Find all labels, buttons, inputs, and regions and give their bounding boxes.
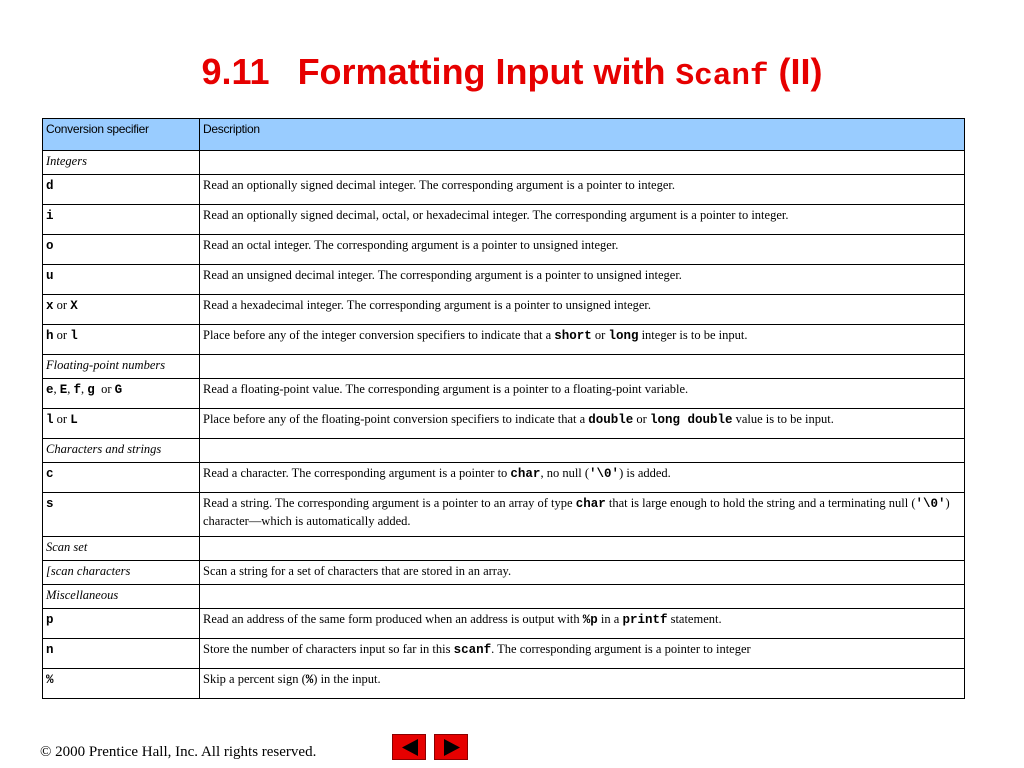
table-row <box>43 205 965 235</box>
specifier-code: f <box>73 383 82 397</box>
desc-text: ) is added. <box>619 466 671 480</box>
sep-text: , <box>67 382 74 396</box>
or-text: or <box>53 412 71 426</box>
desc-text: . The corresponding argument is a pointer to integer <box>491 642 751 656</box>
desc-text: Store the number of characters input so far in this <box>203 642 454 656</box>
specifier-cell <box>43 235 200 265</box>
desc-text: ) character—which is automatically added. <box>203 496 950 528</box>
table-row <box>43 235 965 265</box>
specifier-cell <box>43 379 200 409</box>
desc-text: statement. <box>667 612 722 626</box>
inline-code: % <box>305 673 314 687</box>
empty-cell <box>200 537 965 561</box>
table-row <box>43 561 965 585</box>
description-cell <box>200 463 965 493</box>
inline-code: char <box>575 497 606 511</box>
section-number: 9.11 <box>201 51 270 92</box>
specifier-cell: [scan characters <box>43 561 200 585</box>
title-suffix: (II) <box>778 51 823 92</box>
table-row <box>43 669 965 699</box>
specifier-cell <box>43 463 200 493</box>
copyright-footer: © 2000 Prentice Hall, Inc. All rights reserved. <box>40 744 317 760</box>
inline-code: '\0' <box>915 497 946 511</box>
description-cell: Read an optionally signed decimal, octal, or hexadecimal integer. The corresponding argument is a pointer to integer. <box>200 205 965 235</box>
specifier-code: L <box>70 413 78 427</box>
specifier-code: e <box>46 383 54 397</box>
specifier-code: % <box>46 673 54 687</box>
specifier-code: d <box>46 179 54 193</box>
specifier-code: x <box>46 299 54 313</box>
or-text: or <box>94 382 115 396</box>
slide-title <box>0 48 1024 101</box>
table-header-row <box>43 119 965 151</box>
empty-cell <box>200 585 965 609</box>
inline-code: %p <box>582 613 598 627</box>
desc-text: Place before any of the integer conversion specifiers to indicate that a <box>203 328 555 342</box>
left-triangle-icon <box>393 735 427 761</box>
specifier-code: s <box>46 497 54 511</box>
specifier-code: G <box>114 383 123 397</box>
description-cell: Read a floating-point value. The corresponding argument is a pointer to a floating-point variable. <box>200 379 965 409</box>
empty-cell <box>200 355 965 379</box>
specifier-code: h <box>46 329 54 343</box>
section-row-characters <box>43 439 965 463</box>
sep-text: , <box>53 382 60 396</box>
inline-code: long double <box>649 413 733 427</box>
next-slide-button[interactable] <box>434 734 468 760</box>
specifier-cell <box>43 609 200 639</box>
specifier-code: i <box>46 209 54 223</box>
description-cell <box>200 409 965 439</box>
table-row <box>43 409 965 439</box>
specifier-code: p <box>46 613 54 627</box>
desc-text: integer is to be input. <box>638 328 748 342</box>
empty-cell <box>200 439 965 463</box>
specifier-code: c <box>46 467 54 481</box>
specifier-code: E <box>59 383 68 397</box>
desc-text: or <box>633 412 650 426</box>
description-cell: Scan a string for a set of characters that are stored in an array. <box>200 561 965 585</box>
table-row <box>43 175 965 205</box>
specifier-cell <box>43 639 200 669</box>
specifier-cell <box>43 669 200 699</box>
section-label: Floating-point numbers <box>43 355 200 379</box>
section-row-integers <box>43 151 965 175</box>
previous-slide-button[interactable] <box>392 734 426 760</box>
specifier-cell <box>43 205 200 235</box>
section-row-floating-point <box>43 355 965 379</box>
or-text: or <box>53 298 71 312</box>
specifier-code: g <box>87 383 95 397</box>
description-cell <box>200 325 965 355</box>
empty-cell <box>200 151 965 175</box>
desc-text: Read a string. The corresponding argument is a pointer to an array of type <box>203 496 576 510</box>
description-cell <box>200 493 965 537</box>
inline-code: long <box>608 329 639 343</box>
specifier-cell <box>43 265 200 295</box>
specifier-cell <box>43 175 200 205</box>
section-row-scan-set <box>43 537 965 561</box>
specifier-code: X <box>70 299 78 313</box>
or-text: or <box>53 328 71 342</box>
inline-code: printf <box>622 613 668 627</box>
table-row <box>43 609 965 639</box>
desc-text: Skip a percent sign ( <box>203 672 306 686</box>
specifier-cell <box>43 409 200 439</box>
table-row <box>43 639 965 669</box>
section-label: Scan set <box>43 537 200 561</box>
desc-text: value is to be input. <box>732 412 834 426</box>
table-row <box>43 493 965 537</box>
conversion-specifier-table <box>42 118 965 699</box>
specifier-code: l <box>46 413 54 427</box>
specifier-cell <box>43 493 200 537</box>
specifier-cell <box>43 295 200 325</box>
specifier-code: u <box>46 269 54 283</box>
table-row <box>43 379 965 409</box>
description-cell <box>200 609 965 639</box>
description-cell <box>200 639 965 669</box>
sep-text: , <box>81 382 88 396</box>
inline-code: scanf <box>453 643 492 657</box>
section-row-miscellaneous <box>43 585 965 609</box>
table-row <box>43 265 965 295</box>
description-cell: Read a hexadecimal integer. The corresponding argument is a pointer to unsigned integer. <box>200 295 965 325</box>
desc-text: , no null ( <box>540 466 590 480</box>
table-row <box>43 325 965 355</box>
inline-code: double <box>588 413 634 427</box>
desc-text: Place before any of the floating-point conversion specifiers to indicate that a <box>203 412 589 426</box>
title-code: Scanf <box>675 59 769 94</box>
specifier-cell <box>43 325 200 355</box>
desc-text: in a <box>597 612 623 626</box>
specifier-code: l <box>70 329 78 343</box>
section-label: Miscellaneous <box>43 585 200 609</box>
header-conversion-specifier: Conversion specifier <box>43 119 200 151</box>
desc-text: or <box>591 328 609 342</box>
inline-code: short <box>554 329 592 343</box>
specifier-code: o <box>46 239 54 253</box>
desc-text: Read a character. The corresponding argument is a pointer to <box>203 466 511 480</box>
desc-text: that is large enough to hold the string and a terminating null ( <box>605 496 916 510</box>
description-cell: Read an optionally signed decimal integer. The corresponding argument is a pointer to integer. <box>200 175 965 205</box>
inline-code: char <box>510 467 541 481</box>
section-label: Integers <box>43 151 200 175</box>
desc-text: ) in the input. <box>313 672 381 686</box>
description-cell: Read an unsigned decimal integer. The corresponding argument is a pointer to unsigned integer. <box>200 265 965 295</box>
table-row <box>43 463 965 493</box>
description-cell <box>200 669 965 699</box>
table-row <box>43 295 965 325</box>
section-label: Characters and strings <box>43 439 200 463</box>
desc-text: Read an address of the same form produced when an address is output with <box>203 612 583 626</box>
inline-code: '\0' <box>589 467 620 481</box>
specifier-code: n <box>46 643 54 657</box>
header-description: Description <box>200 119 965 151</box>
description-cell: Read an octal integer. The corresponding argument is a pointer to unsigned integer. <box>200 235 965 265</box>
right-triangle-icon <box>435 735 469 761</box>
title-text: Formatting Input with <box>297 51 666 92</box>
